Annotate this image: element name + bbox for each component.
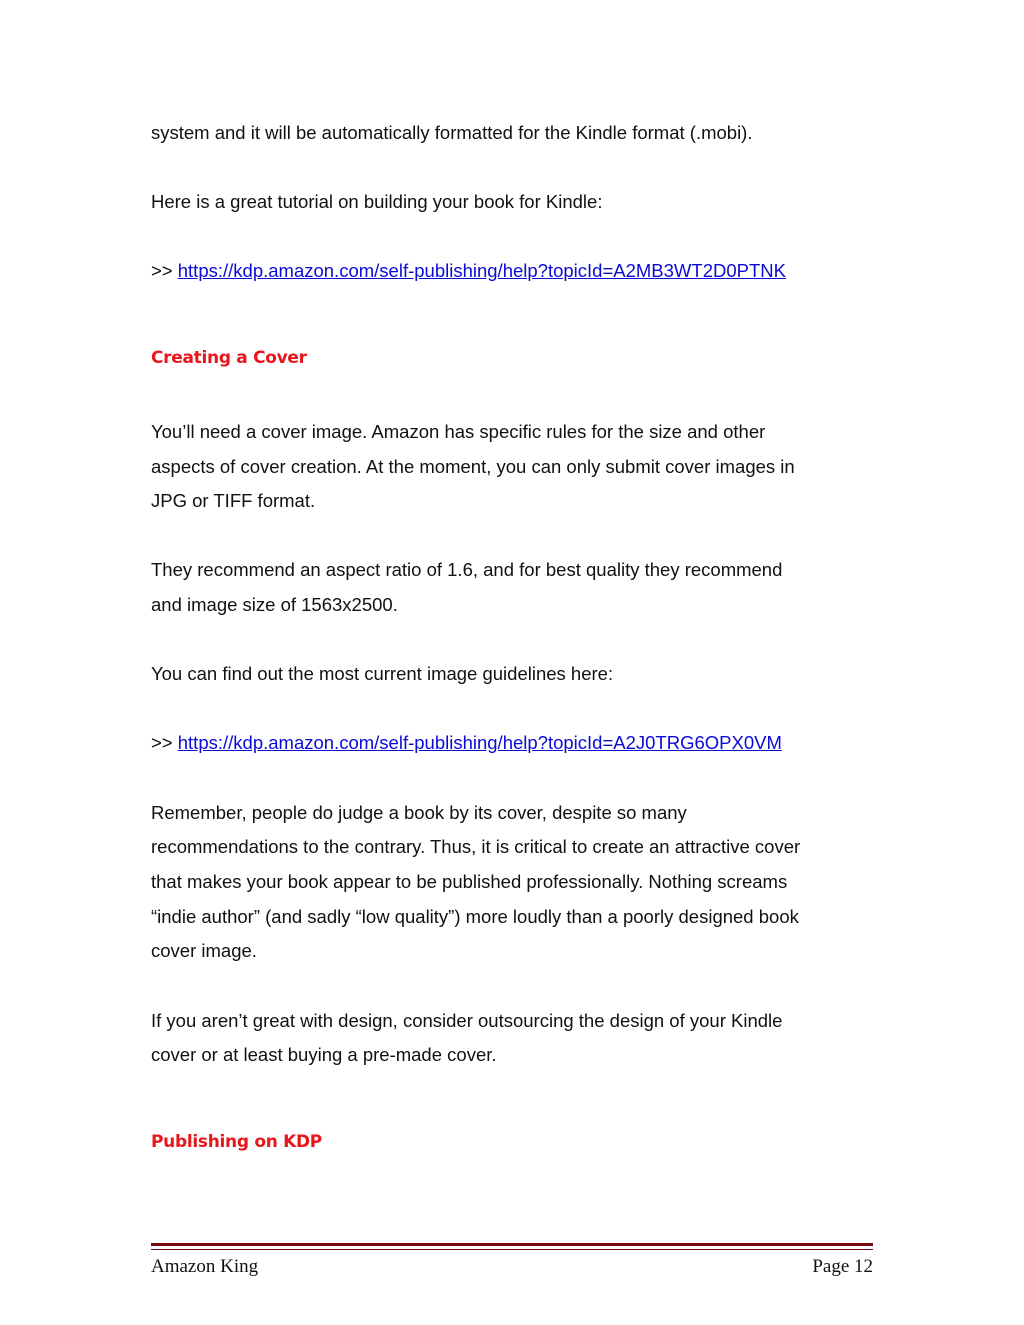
tutorial-link[interactable]: https://kdp.amazon.com/self-publishing/help?topicId=A2MB3WT2D0PTNK	[177, 260, 786, 281]
paragraph-cover-2-line-1: They recommend an aspect ratio of 1.6, and for best quality they recommend	[151, 559, 783, 580]
link-prefix: >>	[151, 732, 178, 753]
heading-publishing-on-kdp: Publishing on KDP	[151, 1132, 322, 1152]
paragraph-cover-4-line-3: that makes your book appear to be published professionally. Nothing screams	[151, 871, 788, 892]
link-line-guidelines	[151, 731, 782, 755]
paragraph-cover-4-line-2: recommendations to the contrary. Thus, it is critical to create an attractive cover	[151, 836, 801, 857]
paragraph-cover-4-line-4: “indie author” (and sadly “low quality”) more loudly than a poorly designed book	[151, 906, 799, 927]
footer-book-title: Amazon King	[151, 1256, 259, 1277]
link-line-tutorial	[151, 259, 786, 283]
paragraph-cover-3: You can find out the most current image guidelines here:	[151, 663, 614, 684]
paragraph-cover-5-line-2: cover or at least buying a pre-made cover.	[151, 1044, 497, 1065]
paragraph-tutorial: Here is a great tutorial on building your book for Kindle:	[151, 191, 603, 212]
paragraph-intro-end: system and it will be automatically formatted for the Kindle format (.mobi).	[151, 122, 753, 143]
paragraph-cover-5-line-1: If you aren’t great with design, consider outsourcing the design of your Kindle	[151, 1010, 783, 1031]
link-prefix: >>	[151, 260, 178, 281]
paragraph-cover-1-line-3: JPG or TIFF format.	[151, 490, 316, 511]
paragraph-cover-2-line-2: and image size of 1563x2500.	[151, 594, 398, 615]
paragraph-cover-1-line-2: aspects of cover creation. At the moment, you can only submit cover images in	[151, 456, 795, 477]
paragraph-cover-4-line-5: cover image.	[151, 940, 257, 961]
heading-creating-a-cover: Creating a Cover	[151, 348, 307, 368]
footer-rule-thick	[151, 1243, 873, 1246]
guidelines-link[interactable]: https://kdp.amazon.com/self-publishing/help?topicId=A2J0TRG6OPX0VM	[177, 732, 782, 753]
footer-rule-thin	[151, 1249, 873, 1250]
footer-page-number: Page 12	[812, 1256, 873, 1277]
paragraph-cover-1-line-1: You’ll need a cover image. Amazon has specific rules for the size and other	[151, 421, 766, 442]
paragraph-cover-4-line-1: Remember, people do judge a book by its cover, despite so many	[151, 802, 687, 823]
